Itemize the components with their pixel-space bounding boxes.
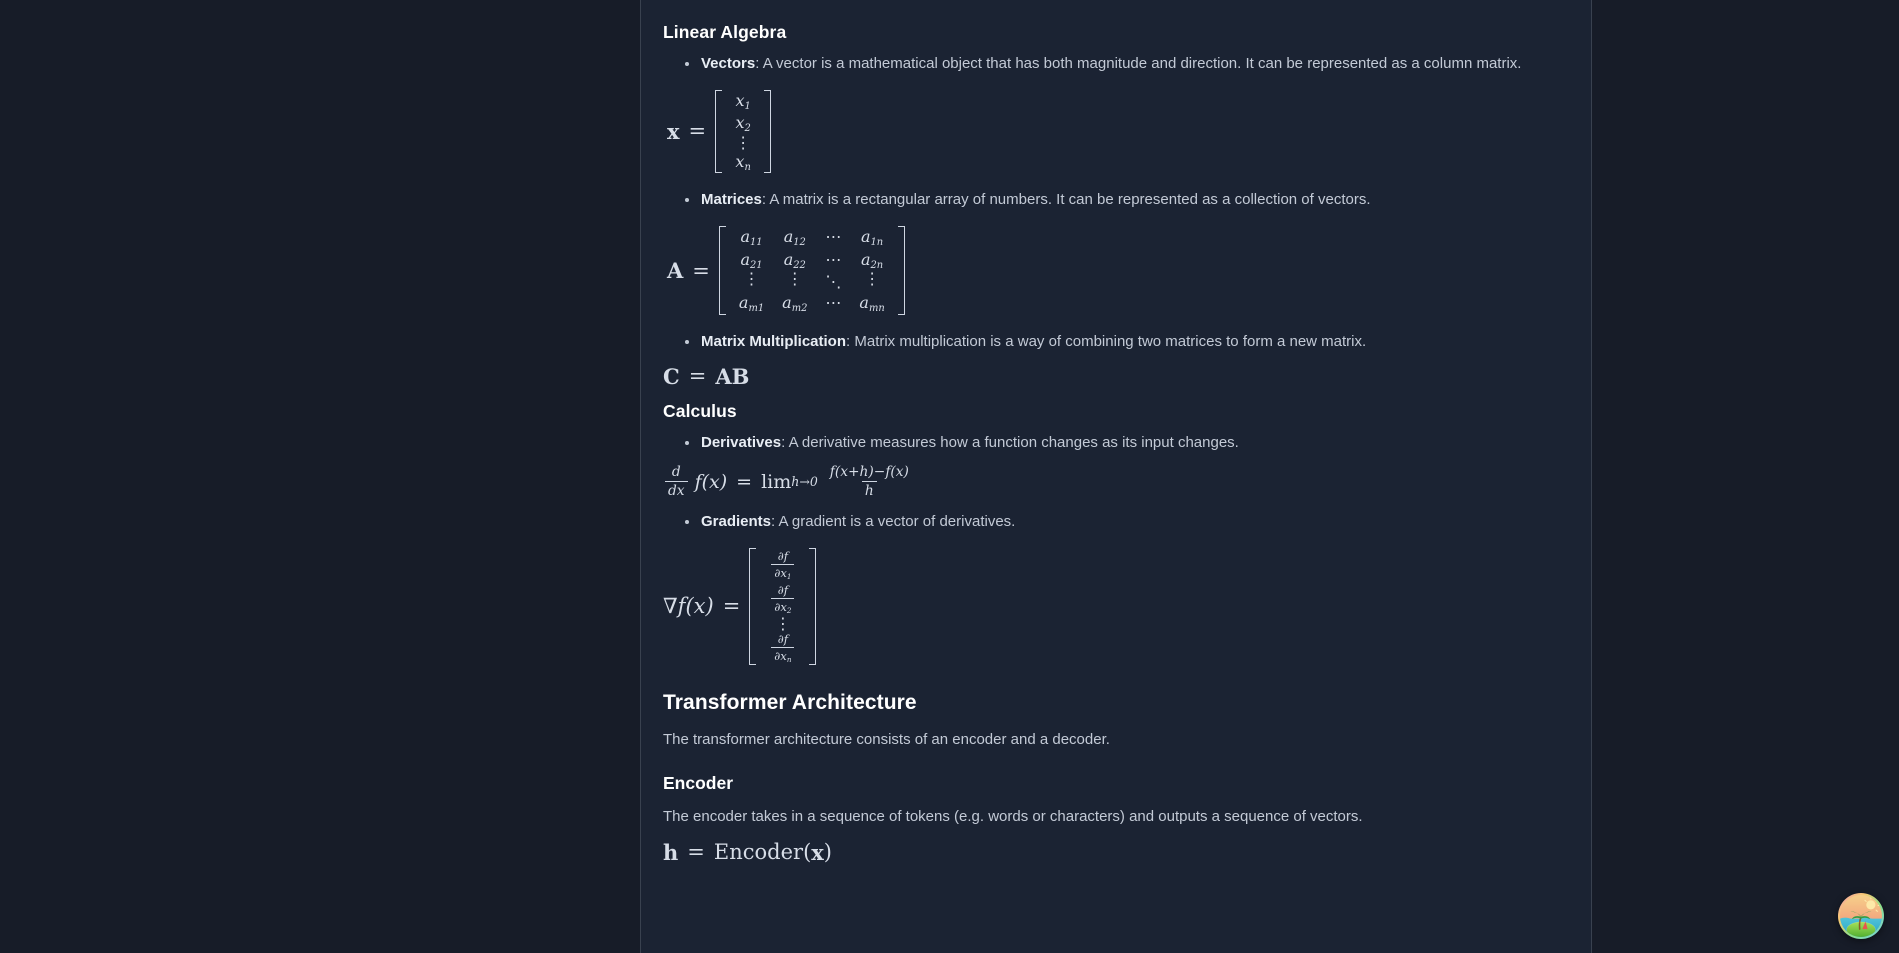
matrix-cell-cdots: ⋯ bbox=[825, 293, 842, 313]
cell-subscript: 11 bbox=[750, 236, 763, 248]
matrix-cell bbox=[850, 226, 893, 249]
denominator-subscript: 1 bbox=[786, 571, 792, 581]
fraction-denominator: h bbox=[862, 481, 877, 499]
entry-symbol: x bbox=[735, 90, 745, 110]
equation-lhs: x bbox=[667, 118, 680, 144]
bracket-right bbox=[764, 90, 771, 174]
gradient-entry bbox=[760, 548, 805, 582]
paren-close: ) bbox=[823, 840, 832, 865]
equation-matrix-a bbox=[663, 222, 1569, 319]
cell-subscript: 1n bbox=[870, 236, 884, 248]
fraction-numerator: ∂f bbox=[777, 548, 789, 563]
partial-fraction bbox=[771, 583, 794, 615]
matrix-cell bbox=[730, 226, 773, 249]
equals-sign: = bbox=[736, 470, 753, 493]
cell-symbol: a bbox=[859, 293, 869, 313]
bullet-text: : A gradient is a vector of derivatives. bbox=[771, 513, 1016, 531]
matrix-cell-ddots: ⋱ bbox=[825, 272, 842, 292]
partial-fraction bbox=[771, 632, 794, 664]
gradient-entry bbox=[760, 582, 805, 616]
matrix-bracket bbox=[719, 222, 905, 319]
vector-entries bbox=[726, 90, 760, 174]
partial-fraction bbox=[771, 549, 794, 581]
cell-subscript: 2n bbox=[870, 259, 884, 271]
entry-symbol: x bbox=[735, 151, 745, 171]
gradient-entry bbox=[760, 631, 805, 665]
bracket-left bbox=[749, 548, 756, 666]
bullet-text: : A matrix is a rectangular array of numbers. It can be represented as a collection of vectors. bbox=[761, 191, 1371, 209]
function-fx: f(x) bbox=[694, 470, 728, 493]
equation-matrix-multiplication bbox=[663, 364, 1569, 389]
bullet-text: : Matrix multiplication is a way of combining two matrices to form a new matrix. bbox=[846, 333, 1367, 351]
list-item bbox=[685, 189, 1569, 212]
matrix-cell bbox=[773, 249, 816, 272]
equals-sign: = bbox=[687, 840, 705, 865]
fraction-denominator bbox=[771, 598, 794, 615]
matrix-cell-vdots: ⋮ bbox=[864, 269, 881, 289]
island-avatar-icon bbox=[1840, 895, 1882, 937]
fraction-denominator bbox=[771, 647, 794, 664]
function-argument: x bbox=[811, 839, 824, 865]
fraction-numerator: ∂f bbox=[777, 582, 789, 597]
matrix-cell bbox=[773, 226, 816, 249]
cell-symbol: a bbox=[860, 249, 871, 269]
equals-sign: = bbox=[688, 119, 707, 144]
cell-subscript: mn bbox=[868, 303, 885, 315]
equation-lhs: C bbox=[663, 363, 680, 389]
gradient-bracket bbox=[749, 544, 816, 670]
matrix-cell bbox=[850, 249, 893, 272]
cell-symbol: a bbox=[860, 226, 871, 246]
bracket-left bbox=[715, 90, 722, 174]
derivative-operator-fraction bbox=[665, 464, 688, 499]
bracket-left bbox=[719, 226, 726, 315]
operand-b: B bbox=[731, 363, 750, 389]
equation-encoder bbox=[663, 840, 1569, 865]
document-panel bbox=[640, 0, 1592, 953]
cell-symbol: a bbox=[740, 249, 750, 269]
column-vector-bracket bbox=[715, 86, 771, 178]
fraction-denominator: dx bbox=[665, 481, 688, 499]
equation-lhs: A bbox=[667, 258, 684, 284]
denominator-subscript: n bbox=[786, 655, 792, 665]
bullet-term: Matrix Multiplication bbox=[701, 333, 847, 351]
gradient-entries bbox=[760, 548, 805, 666]
equation-vector-x bbox=[663, 86, 1569, 178]
denominator-symbol: ∂x bbox=[774, 649, 787, 664]
cell-subscript: 21 bbox=[750, 259, 763, 271]
list-item bbox=[685, 53, 1569, 76]
heading-transformer-architecture: Transformer Architecture bbox=[663, 691, 917, 715]
matrices-bullets bbox=[663, 189, 1569, 212]
cell-subscript: m1 bbox=[748, 303, 765, 315]
vector-entry bbox=[726, 151, 760, 174]
matrix-cell-cdots: ⋯ bbox=[825, 249, 842, 269]
equation-lhs: h bbox=[663, 839, 679, 865]
bullet-text: : A derivative measures how a function changes as its input changes. bbox=[781, 433, 1239, 451]
vector-entry bbox=[726, 90, 760, 113]
bracket-right bbox=[898, 226, 905, 315]
equation-derivative bbox=[663, 464, 1569, 499]
matrix-cell-vdots: ⋮ bbox=[786, 269, 803, 289]
function-fx: f(x) bbox=[677, 594, 714, 619]
bullet-text: : A vector is a mathematical object that has both magnitude and direction. It can be represented as a column matrix. bbox=[755, 55, 1522, 72]
island-avatar-button[interactable] bbox=[1838, 893, 1884, 939]
equation-gradient bbox=[663, 544, 1569, 670]
cell-symbol: a bbox=[783, 249, 794, 269]
cell-symbol: a bbox=[738, 293, 749, 313]
denominator-subscript: 2 bbox=[786, 605, 792, 615]
bullet-term: Gradients bbox=[701, 513, 772, 531]
limit-subscript: h→0 bbox=[791, 474, 818, 490]
matrix-cell bbox=[850, 292, 893, 315]
operand-a: A bbox=[715, 363, 732, 389]
entry-subscript: 2 bbox=[744, 123, 751, 135]
matmul-bullets bbox=[663, 331, 1569, 354]
heading-encoder: Encoder bbox=[663, 773, 734, 794]
difference-quotient bbox=[827, 464, 912, 499]
matrix-cell bbox=[730, 249, 773, 272]
bullet-term: Vectors bbox=[701, 55, 756, 72]
cell-subscript: 22 bbox=[793, 259, 806, 271]
bullet-term: Derivatives bbox=[701, 433, 782, 451]
list-item bbox=[685, 511, 1569, 534]
matrix-cell-vdots: ⋮ bbox=[743, 269, 760, 289]
nabla-icon: ∇ bbox=[663, 594, 678, 619]
entry-symbol: x bbox=[735, 113, 745, 133]
fraction-numerator: f(x+h)−f(x) bbox=[829, 464, 909, 481]
heading-linear-algebra: Linear Algebra bbox=[663, 22, 787, 42]
entry-subscript: 1 bbox=[744, 100, 751, 112]
fraction-numerator: ∂f bbox=[777, 632, 789, 647]
vector-entry bbox=[726, 112, 760, 135]
function-name: Encoder bbox=[713, 840, 804, 865]
cell-symbol: a bbox=[783, 226, 794, 246]
bracket-right bbox=[809, 548, 816, 666]
bullet-term: Matrices bbox=[701, 191, 762, 209]
matrix-cell bbox=[773, 292, 816, 315]
island-avatar-graphic bbox=[1840, 895, 1882, 937]
paragraph-transformer: The transformer architecture consists of an encoder and a decoder. bbox=[663, 731, 1110, 749]
fraction-denominator bbox=[771, 564, 794, 581]
list-item bbox=[685, 432, 1569, 455]
list-item bbox=[685, 331, 1569, 354]
equals-sign: = bbox=[688, 364, 707, 389]
linear-algebra-bullets bbox=[663, 53, 1569, 76]
vector-vdots: ⋮ bbox=[735, 133, 752, 153]
paren-open: ( bbox=[803, 840, 812, 865]
gradients-bullets bbox=[663, 511, 1569, 534]
matrix-cell-cdots: ⋯ bbox=[825, 226, 842, 246]
fraction-numerator: d bbox=[671, 464, 681, 481]
limit-operator: lim bbox=[761, 470, 792, 493]
gradient-vdots: ⋮ bbox=[774, 613, 791, 633]
paragraph-encoder: The encoder takes in a sequence of tokens (e.g. words or characters) and outputs a sequence of vectors. bbox=[663, 808, 1363, 826]
derivatives-bullets bbox=[663, 432, 1569, 455]
cell-symbol: a bbox=[782, 293, 792, 313]
entry-subscript: n bbox=[744, 161, 751, 173]
matrix-cell bbox=[730, 292, 773, 315]
cell-subscript: 12 bbox=[793, 236, 806, 248]
cell-subscript: m2 bbox=[791, 303, 808, 315]
equals-sign: = bbox=[692, 258, 710, 283]
matrix-entries bbox=[730, 226, 894, 315]
cell-symbol: a bbox=[740, 226, 750, 246]
heading-calculus: Calculus bbox=[663, 400, 737, 421]
denominator-symbol: ∂x bbox=[774, 565, 787, 580]
denominator-symbol: ∂x bbox=[774, 599, 787, 614]
equals-sign: = bbox=[722, 594, 741, 619]
document-content bbox=[641, 0, 1591, 865]
